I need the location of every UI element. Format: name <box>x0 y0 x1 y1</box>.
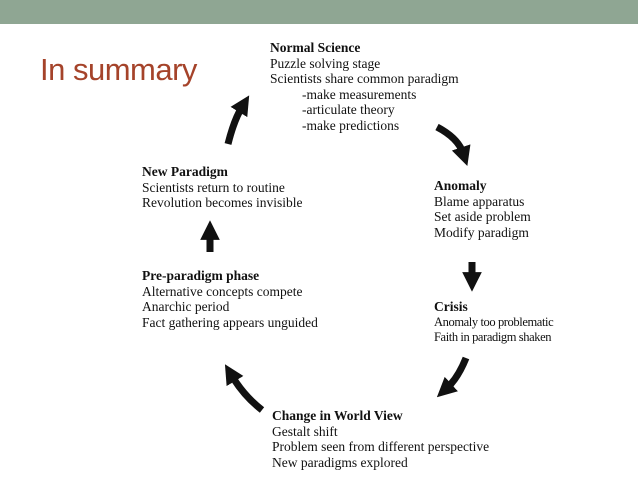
node-heading: New Paradigm <box>142 164 228 179</box>
node-line: Anarchic period <box>142 299 230 315</box>
arrow-crisis-to-world-view <box>447 358 466 388</box>
node-line: Set aside problem <box>434 209 531 225</box>
node-subitem: -make predictions <box>302 117 400 133</box>
node-line: Modify paradigm <box>434 224 529 240</box>
node-line: Scientists return to routine <box>142 179 285 195</box>
node-line: Faith in paradigm shaken <box>434 330 552 345</box>
node-heading: Anomaly <box>434 178 487 193</box>
slide-title: In summary <box>40 52 197 87</box>
node-subitem: -articulate theory <box>302 102 395 118</box>
node-line: Revolution becomes invisible <box>142 195 303 211</box>
arrow-new-paradigm-to-normal-science <box>228 107 242 144</box>
node-heading: Pre-paradigm phase <box>142 268 260 283</box>
node-heading: Crisis <box>434 299 468 314</box>
node-line: Fact gathering appears unguided <box>142 314 318 330</box>
node-line: Scientists share common paradigm <box>270 71 459 87</box>
node-line: Puzzle solving stage <box>270 55 381 71</box>
node-line: Problem seen from different perspective <box>272 439 490 455</box>
node-line: New paradigms explored <box>272 454 408 470</box>
node-line: Anomaly too problematic <box>434 314 554 329</box>
arrow-normal-science-to-anomaly <box>437 127 463 153</box>
node-line: Gestalt shift <box>272 423 338 439</box>
node-line: Blame apparatus <box>434 193 525 209</box>
node-line: Alternative concepts compete <box>142 283 303 299</box>
node-heading: Normal Science <box>270 40 361 55</box>
node-heading: Change in World View <box>272 408 403 423</box>
arrow-world-view-to-pre-paradigm <box>232 376 262 410</box>
node-subitem: -make measurements <box>302 86 417 102</box>
